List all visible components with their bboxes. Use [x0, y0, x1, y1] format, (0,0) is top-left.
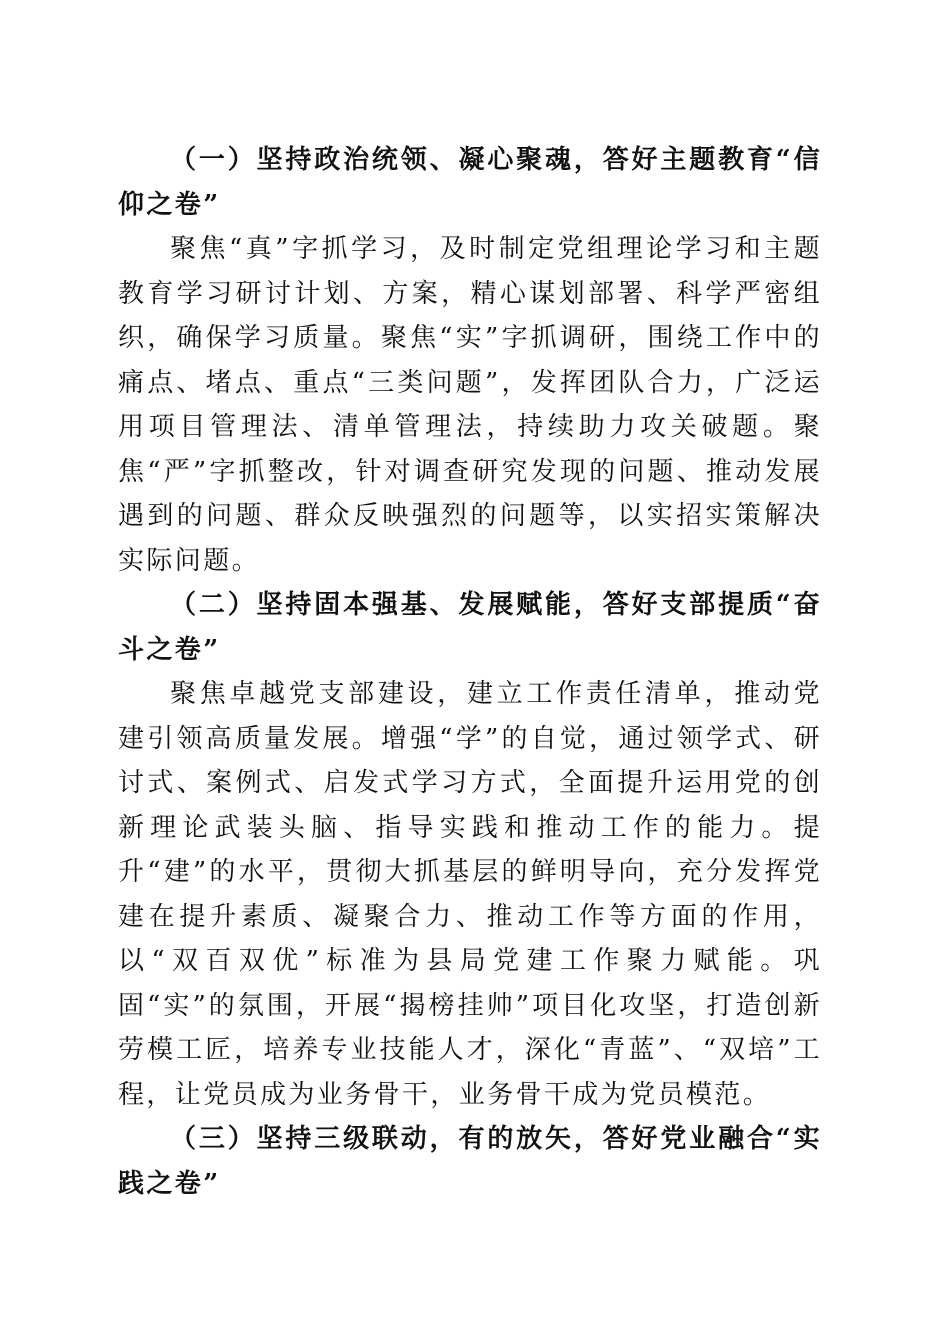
section-1-body: 聚焦“真”字抓学习，及时制定党组理论学习和主题教育学习研讨计划、方案，精心谋划部署、科学严密组织，确保学习质量。聚焦“实”字抓调研，围绕工作中的痛点、堵点、重点“三类问题”，发挥团队合力，广泛运用项目管理法、清单管理法，持续助力攻关破题。聚焦“严”字抓整改，针对调查研究发现的问题、推动发展遇到的问题、群众反映强烈的问题等，以实招实策解决实际问题。: [118, 234, 822, 576]
section-1-heading: （一）坚持政治统领、凝心聚魂，答好主题教育“信仰之卷”: [118, 145, 822, 220]
section-2-body: 聚焦卓越党支部建设，建立工作责任清单，推动党建引领高质量发展。增强“学”的自觉，通过领学式、研讨式、案例式、启发式学习方式，全面提升运用党的创新理论武装头脑、指导实践和推动工作的能力。提升“建”的水平，贯彻大抓基层的鲜明导向，充分发挥党建在提升素质、凝聚合力、推动工作等方面的作用，以“双百双优”标准为县局党建工作聚力赋能。巩固“实”的氛围，开展“揭榜挂帅”项目化攻坚，打造创新劳模工匠，培养专业技能人才，深化“青蓝”、“双培”工程，让党员成为业务骨干，业务骨干成为党员模范。: [118, 679, 822, 1110]
document-page: [118, 138, 822, 1206]
section-2-heading: （二）坚持固本强基、发展赋能，答好支部提质“奋斗之卷”: [118, 590, 822, 665]
section-3-heading: （三）坚持三级联动，有的放矢，答好党业融合“实践之卷”: [118, 1124, 822, 1199]
